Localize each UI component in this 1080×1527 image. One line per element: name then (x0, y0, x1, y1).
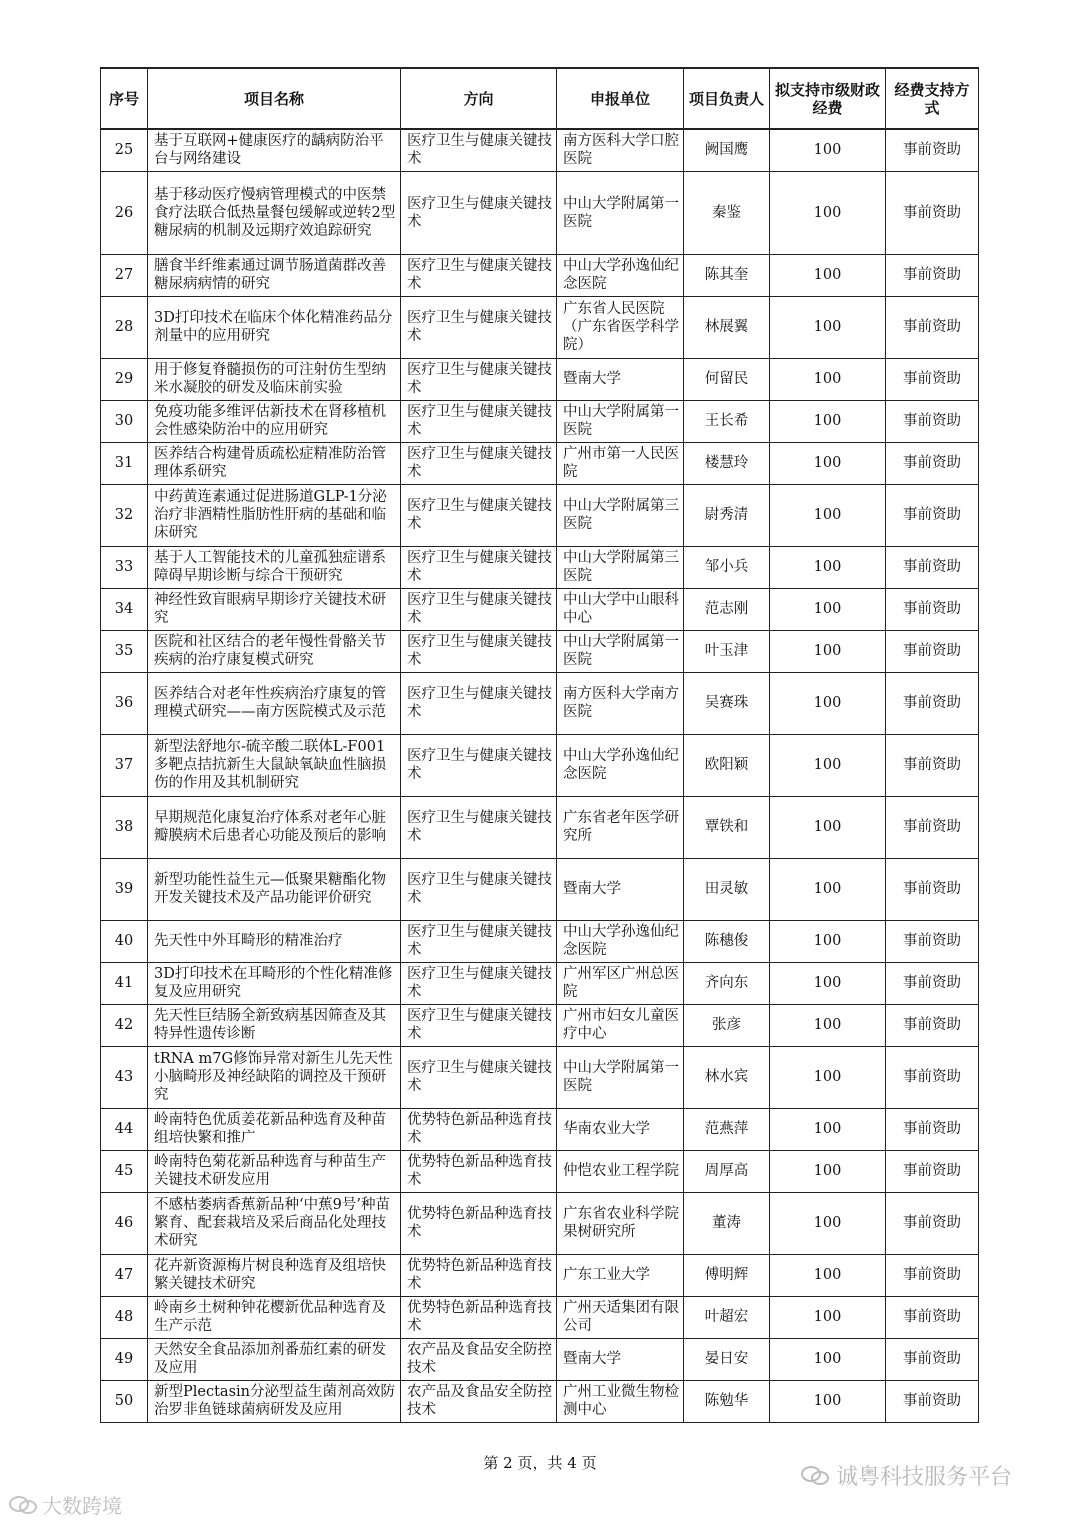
cell-funds: 100 (770, 129, 886, 171)
cell-project-name: 医养结合构建骨质疏松症精准防治管理体系研究 (148, 442, 401, 484)
table-row (101, 254, 979, 296)
table-row (101, 858, 979, 920)
cell-method: 事前资助 (886, 796, 979, 858)
cell-funds: 100 (770, 1296, 886, 1338)
cell-no: 27 (101, 254, 148, 296)
table-body (101, 129, 979, 1422)
cell-project-name: 天然安全食品添加剂番茄红素的研发及应用 (148, 1338, 401, 1380)
cell-no: 37 (101, 734, 148, 796)
cell-funds: 100 (770, 920, 886, 962)
cell-unit: 中山大学孙逸仙纪念医院 (557, 920, 684, 962)
table-row (101, 962, 979, 1004)
cell-project-name: 早期规范化康复治疗体系对老年心脏瓣膜病术后患者心功能及预后的影响 (148, 796, 401, 858)
table-row (101, 734, 979, 796)
cell-leader: 周厚高 (684, 1150, 770, 1192)
cell-direction: 医疗卫生与健康关键技术 (401, 484, 557, 546)
cell-no: 25 (101, 129, 148, 171)
cell-method: 事前资助 (886, 588, 979, 630)
cell-leader: 覃铁和 (684, 796, 770, 858)
table-row (101, 920, 979, 962)
cell-leader: 叶玉津 (684, 630, 770, 672)
header-funds: 拟支持市级财政经费 (770, 68, 886, 129)
cell-no: 49 (101, 1338, 148, 1380)
cell-direction: 优势特色新品种选育技术 (401, 1150, 557, 1192)
cell-project-name: 岭南特色优质姜花新品种选育及种苗组培快繁和推广 (148, 1108, 401, 1150)
cell-unit: 广州天适集团有限公司 (557, 1296, 684, 1338)
header-method: 经费支持方式 (886, 68, 979, 129)
table-row (101, 1338, 979, 1380)
cell-unit: 暨南大学 (557, 1338, 684, 1380)
cell-leader: 尉秀清 (684, 484, 770, 546)
wechat-icon (800, 1465, 830, 1487)
cell-project-name: 膳食半纤维素通过调节肠道菌群改善糖尿病病情的研究 (148, 254, 401, 296)
table-row (101, 796, 979, 858)
cell-no: 47 (101, 1254, 148, 1296)
cell-unit: 中山大学孙逸仙纪念医院 (557, 254, 684, 296)
cell-leader: 林展翼 (684, 296, 770, 358)
cell-project-name: tRNA m7G修饰异常对新生儿先天性小脑畸形及神经缺陷的调控及干预研究 (148, 1046, 401, 1108)
cell-project-name: 医院和社区结合的老年慢性骨骼关节疾病的治疗康复模式研究 (148, 630, 401, 672)
cell-leader: 欧阳颖 (684, 734, 770, 796)
cell-direction: 医疗卫生与健康关键技术 (401, 672, 557, 734)
cell-funds: 100 (770, 442, 886, 484)
cell-no: 39 (101, 858, 148, 920)
cell-unit: 中山大学附属第一医院 (557, 400, 684, 442)
cell-no: 35 (101, 630, 148, 672)
cell-direction: 优势特色新品种选育技术 (401, 1108, 557, 1150)
cell-unit: 广东省老年医学研究所 (557, 796, 684, 858)
cell-method: 事前资助 (886, 254, 979, 296)
cell-leader: 齐向东 (684, 962, 770, 1004)
header-leader: 项目负责人 (684, 68, 770, 129)
cell-no: 34 (101, 588, 148, 630)
cell-direction: 医疗卫生与健康关键技术 (401, 442, 557, 484)
cell-direction: 医疗卫生与健康关键技术 (401, 546, 557, 588)
cell-project-name: 基于移动医疗慢病管理模式的中医禁食疗法联合低热量餐包缓解或逆转2型糖尿病的机制及远期疗效追踪研究 (148, 171, 401, 254)
cell-unit: 南方医科大学南方医院 (557, 672, 684, 734)
watermark-right (800, 1460, 1012, 1491)
cell-direction: 医疗卫生与健康关键技术 (401, 400, 557, 442)
cell-no: 32 (101, 484, 148, 546)
cell-direction: 优势特色新品种选育技术 (401, 1192, 557, 1254)
cell-direction: 医疗卫生与健康关键技术 (401, 630, 557, 672)
cell-leader: 范志刚 (684, 588, 770, 630)
cell-funds: 100 (770, 672, 886, 734)
cell-project-name: 用于修复脊髓损伤的可注射仿生型纳米水凝胶的研发及临床前实验 (148, 358, 401, 400)
cell-unit: 中山大学附属第一医院 (557, 1046, 684, 1108)
table-row (101, 358, 979, 400)
cell-leader: 陈穗俊 (684, 920, 770, 962)
cell-method: 事前资助 (886, 484, 979, 546)
cell-funds: 100 (770, 1108, 886, 1150)
cell-funds: 100 (770, 588, 886, 630)
cell-no: 36 (101, 672, 148, 734)
table-header-row (101, 68, 979, 129)
cell-method: 事前资助 (886, 1046, 979, 1108)
cell-direction: 医疗卫生与健康关键技术 (401, 171, 557, 254)
cell-unit: 中山大学附属第三医院 (557, 484, 684, 546)
cell-no: 45 (101, 1150, 148, 1192)
cell-leader: 张彦 (684, 1004, 770, 1046)
cell-leader: 董涛 (684, 1192, 770, 1254)
cell-leader: 范燕萍 (684, 1108, 770, 1150)
cell-funds: 100 (770, 1338, 886, 1380)
cell-direction: 农产品及食品安全防控技术 (401, 1380, 557, 1422)
cell-no: 31 (101, 442, 148, 484)
cell-project-name: 基于互联网+健康医疗的龋病防治平台与网络建设 (148, 129, 401, 171)
cell-funds: 100 (770, 1046, 886, 1108)
cell-leader: 林水宾 (684, 1046, 770, 1108)
cell-no: 50 (101, 1380, 148, 1422)
cell-method: 事前资助 (886, 546, 979, 588)
cell-unit: 广东省人民医院（广东省医学科学院） (557, 296, 684, 358)
table-row (101, 442, 979, 484)
cell-funds: 100 (770, 1004, 886, 1046)
cell-leader: 傅明辉 (684, 1254, 770, 1296)
cell-method: 事前资助 (886, 1108, 979, 1150)
cell-method: 事前资助 (886, 858, 979, 920)
cell-unit: 广州市第一人民医院 (557, 442, 684, 484)
table-row (101, 171, 979, 254)
cell-method: 事前资助 (886, 920, 979, 962)
cell-project-name: 先天性巨结肠全新致病基因筛查及其特异性遗传诊断 (148, 1004, 401, 1046)
cell-method: 事前资助 (886, 1380, 979, 1422)
cell-funds: 100 (770, 254, 886, 296)
cell-funds: 100 (770, 171, 886, 254)
project-table (100, 67, 979, 1423)
cell-unit: 广东工业大学 (557, 1254, 684, 1296)
cell-no: 42 (101, 1004, 148, 1046)
cell-unit: 仲恺农业工程学院 (557, 1150, 684, 1192)
cell-method: 事前资助 (886, 962, 979, 1004)
cell-direction: 医疗卫生与健康关键技术 (401, 858, 557, 920)
cell-project-name: 不感枯萎病香蕉新品种‘中蕉9号’种苗繁育、配套栽培及采后商品化处理技术研究 (148, 1192, 401, 1254)
table-row (101, 1380, 979, 1422)
cell-funds: 100 (770, 858, 886, 920)
cell-project-name: 医养结合对老年性疾病治疗康复的管理模式研究——南方医院模式及示范 (148, 672, 401, 734)
header-no: 序号 (101, 68, 148, 129)
cell-direction: 医疗卫生与健康关键技术 (401, 962, 557, 1004)
cell-funds: 100 (770, 484, 886, 546)
table-row (101, 630, 979, 672)
cell-method: 事前资助 (886, 630, 979, 672)
cell-no: 28 (101, 296, 148, 358)
cell-project-name: 新型法舒地尔-硫辛酸二联体L-F001多靶点拮抗新生大鼠缺氧缺血性脑损伤的作用及其机制研究 (148, 734, 401, 796)
header-name: 项目名称 (148, 68, 401, 129)
table-row (101, 400, 979, 442)
cell-funds: 100 (770, 796, 886, 858)
cell-funds: 100 (770, 296, 886, 358)
cell-method: 事前资助 (886, 400, 979, 442)
table-row (101, 1046, 979, 1108)
watermark-right-text: 诚粤科技服务平台 (836, 1465, 1013, 1490)
cell-direction: 医疗卫生与健康关键技术 (401, 358, 557, 400)
cell-no: 38 (101, 796, 148, 858)
cell-funds: 100 (770, 1380, 886, 1422)
cell-project-name: 新型Plectasin分泌型益生菌剂高效防治罗非鱼链球菌病研发及应用 (148, 1380, 401, 1422)
cell-unit: 广州市妇女儿童医疗中心 (557, 1004, 684, 1046)
table-row (101, 1108, 979, 1150)
cell-no: 29 (101, 358, 148, 400)
cell-direction: 医疗卫生与健康关键技术 (401, 920, 557, 962)
page-number: 第 2 页，共 4 页 (483, 1454, 597, 1472)
cell-funds: 100 (770, 962, 886, 1004)
cell-method: 事前资助 (886, 1004, 979, 1046)
cell-project-name: 岭南特色菊花新品种选育与种苗生产关键技术研发应用 (148, 1150, 401, 1192)
cell-no: 26 (101, 171, 148, 254)
cell-leader: 叶超宏 (684, 1296, 770, 1338)
cell-unit: 广州军区广州总医院 (557, 962, 684, 1004)
cell-method: 事前资助 (886, 442, 979, 484)
cell-project-name: 基于人工智能技术的儿童孤独症谱系障碍早期诊断与综合干预研究 (148, 546, 401, 588)
cell-method: 事前资助 (886, 1150, 979, 1192)
cell-unit: 中山大学附属第一医院 (557, 171, 684, 254)
cell-unit: 华南农业大学 (557, 1108, 684, 1150)
cell-method: 事前资助 (886, 129, 979, 171)
table-row (101, 296, 979, 358)
table-row (101, 672, 979, 734)
table-row (101, 1004, 979, 1046)
table-row (101, 1192, 979, 1254)
cell-method: 事前资助 (886, 296, 979, 358)
cell-method: 事前资助 (886, 1254, 979, 1296)
cell-no: 41 (101, 962, 148, 1004)
cell-leader: 晏日安 (684, 1338, 770, 1380)
watermark-left (8, 1490, 122, 1519)
cell-project-name: 中药黄连素通过促进肠道GLP-1分泌治疗非酒精性脂肪性肝病的基础和临床研究 (148, 484, 401, 546)
cell-unit: 中山大学孙逸仙纪念医院 (557, 734, 684, 796)
cell-leader: 楼慧玲 (684, 442, 770, 484)
header-direction: 方向 (401, 68, 557, 129)
cell-no: 43 (101, 1046, 148, 1108)
cell-no: 46 (101, 1192, 148, 1254)
cell-direction: 农产品及食品安全防控技术 (401, 1338, 557, 1380)
cell-project-name: 岭南乡土树种钟花樱新优品种选育及生产示范 (148, 1296, 401, 1338)
table-row (101, 1296, 979, 1338)
cell-direction: 医疗卫生与健康关键技术 (401, 129, 557, 171)
table-row (101, 129, 979, 171)
cell-no: 30 (101, 400, 148, 442)
cell-unit: 中山大学附属第三医院 (557, 546, 684, 588)
cell-funds: 100 (770, 630, 886, 672)
table-row (101, 588, 979, 630)
cell-method: 事前资助 (886, 171, 979, 254)
cell-unit: 中山大学附属第一医院 (557, 630, 684, 672)
cell-funds: 100 (770, 1150, 886, 1192)
cell-funds: 100 (770, 1254, 886, 1296)
cell-leader: 陈其奎 (684, 254, 770, 296)
table-row (101, 1150, 979, 1192)
cell-leader: 王长希 (684, 400, 770, 442)
cell-direction: 医疗卫生与健康关键技术 (401, 734, 557, 796)
table-row (101, 1254, 979, 1296)
cell-funds: 100 (770, 734, 886, 796)
cell-unit: 暨南大学 (557, 358, 684, 400)
cell-direction: 医疗卫生与健康关键技术 (401, 588, 557, 630)
cell-direction: 医疗卫生与健康关键技术 (401, 1004, 557, 1046)
cell-leader: 陈勉华 (684, 1380, 770, 1422)
cell-no: 33 (101, 546, 148, 588)
cell-funds: 100 (770, 400, 886, 442)
cell-direction: 医疗卫生与健康关键技术 (401, 1046, 557, 1108)
cell-leader: 吴赛珠 (684, 672, 770, 734)
cell-project-name: 花卉新资源梅片树良种选育及组培快繁关键技术研究 (148, 1254, 401, 1296)
cell-project-name: 3D打印技术在临床个体化精准药品分剂量中的应用研究 (148, 296, 401, 358)
cell-project-name: 3D打印技术在耳畸形的个性化精准修复及应用研究 (148, 962, 401, 1004)
table-row (101, 546, 979, 588)
cell-leader: 何留民 (684, 358, 770, 400)
cell-direction: 医疗卫生与健康关键技术 (401, 296, 557, 358)
cell-method: 事前资助 (886, 1192, 979, 1254)
cell-leader: 邹小兵 (684, 546, 770, 588)
table-row (101, 484, 979, 546)
chat-bubble-icon (8, 1494, 38, 1516)
cell-no: 40 (101, 920, 148, 962)
cell-funds: 100 (770, 546, 886, 588)
cell-funds: 100 (770, 358, 886, 400)
cell-unit: 暨南大学 (557, 858, 684, 920)
cell-unit: 广东省农业科学院果树研究所 (557, 1192, 684, 1254)
cell-leader: 田灵敏 (684, 858, 770, 920)
cell-method: 事前资助 (886, 1296, 979, 1338)
cell-funds: 100 (770, 1192, 886, 1254)
cell-project-name: 新型功能性益生元—低聚果糖酯化物开发关键技术及产品功能评价研究 (148, 858, 401, 920)
cell-direction: 优势特色新品种选育技术 (401, 1296, 557, 1338)
cell-unit: 中山大学中山眼科中心 (557, 588, 684, 630)
cell-method: 事前资助 (886, 358, 979, 400)
cell-unit: 广州工业微生物检测中心 (557, 1380, 684, 1422)
cell-no: 44 (101, 1108, 148, 1150)
cell-no: 48 (101, 1296, 148, 1338)
cell-direction: 医疗卫生与健康关键技术 (401, 796, 557, 858)
cell-project-name: 神经性致盲眼病早期诊疗关键技术研究 (148, 588, 401, 630)
cell-direction: 优势特色新品种选育技术 (401, 1254, 557, 1296)
cell-project-name: 先天性中外耳畸形的精准治疗 (148, 920, 401, 962)
cell-method: 事前资助 (886, 734, 979, 796)
cell-method: 事前资助 (886, 672, 979, 734)
cell-method: 事前资助 (886, 1338, 979, 1380)
cell-leader: 阙国鹰 (684, 129, 770, 171)
cell-leader: 秦鉴 (684, 171, 770, 254)
cell-unit: 南方医科大学口腔医院 (557, 129, 684, 171)
watermark-left-text: 大数跨境 (42, 1494, 122, 1518)
header-unit: 申报单位 (557, 68, 684, 129)
cell-direction: 医疗卫生与健康关键技术 (401, 254, 557, 296)
cell-project-name: 免疫功能多维评估新技术在肾移植机会性感染防治中的应用研究 (148, 400, 401, 442)
